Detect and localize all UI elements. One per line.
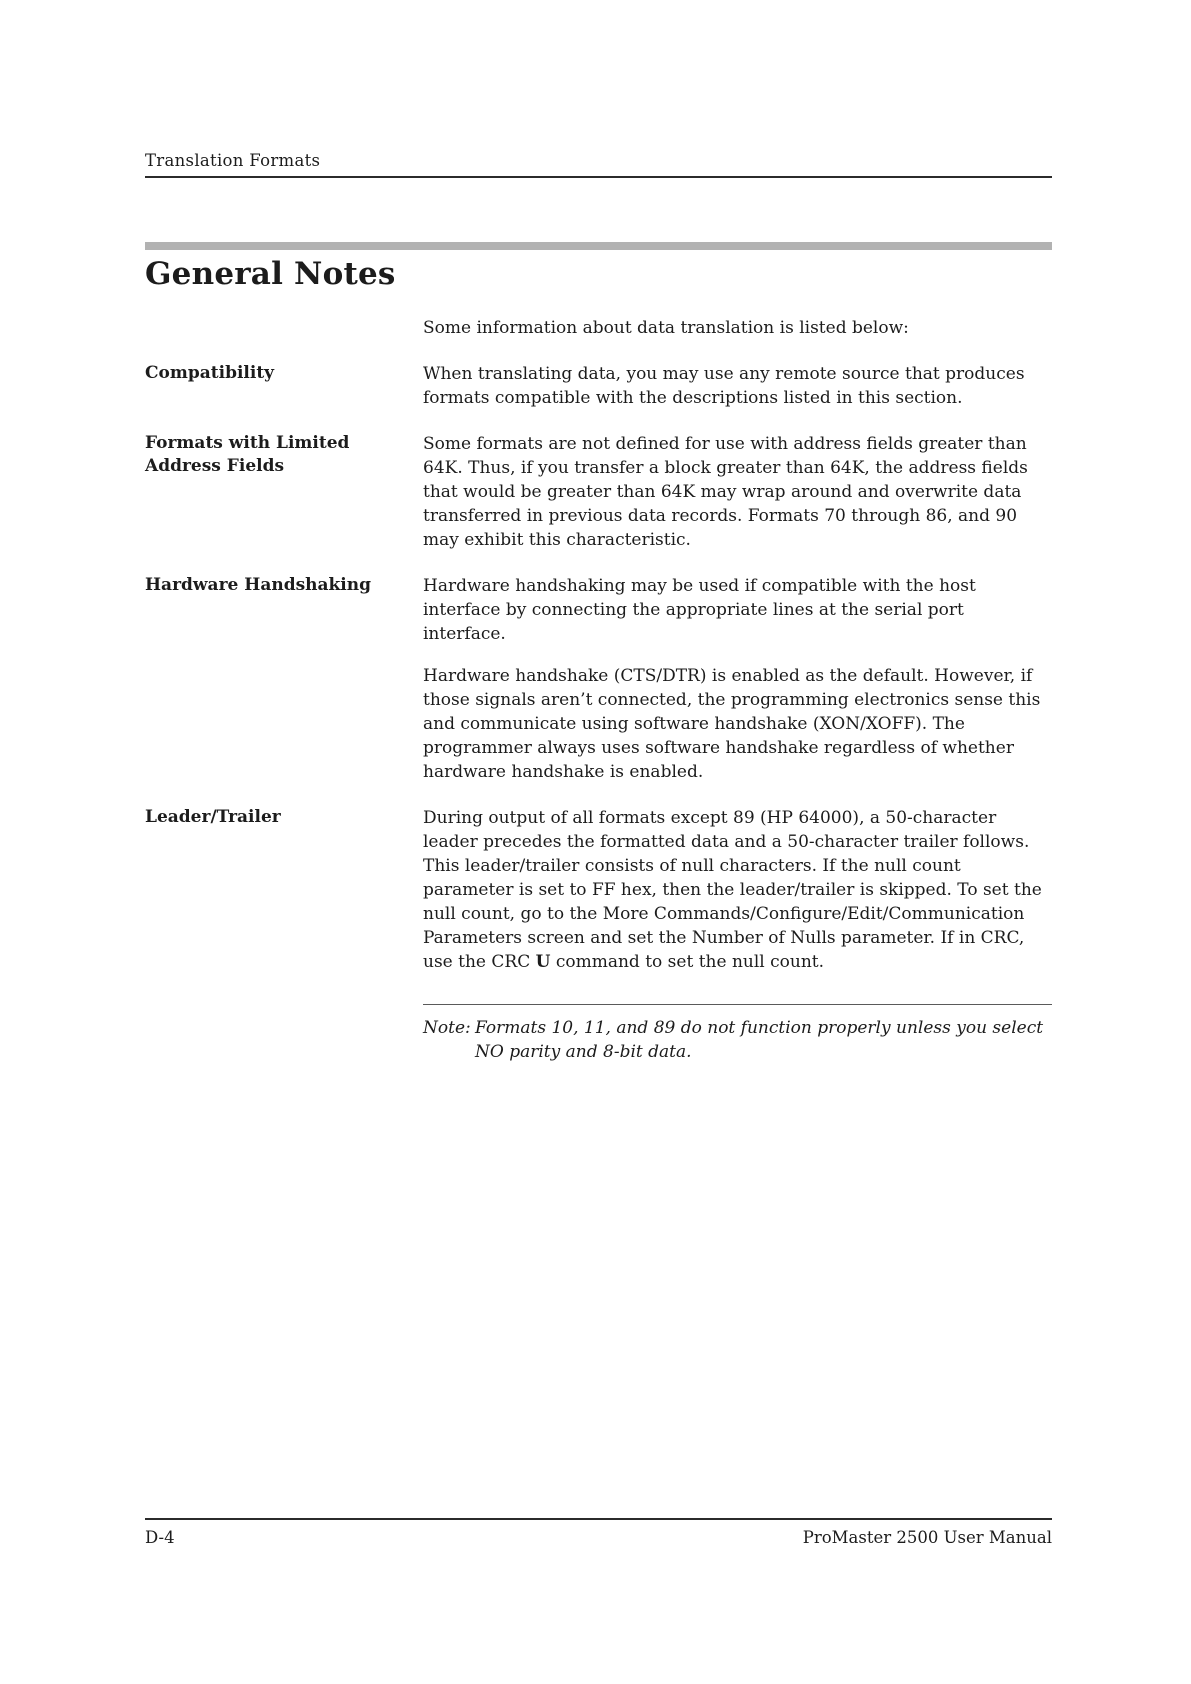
page-title: General Notes [145, 256, 396, 292]
intro-row [145, 316, 1052, 340]
section-divider-bar [145, 242, 1052, 250]
note-body [423, 1016, 1052, 1064]
paragraph: Hardware handshaking may be used if compatible with the host interface by connecting the appropriate lines at the serial port interface. [423, 576, 976, 644]
running-header-text: Translation Formats [145, 151, 321, 170]
note-block [423, 1004, 1052, 1064]
note-label: Note: [423, 1018, 471, 1038]
paragraph: Hardware handshake (CTS/DTR) is enabled as the default. However, if those signals aren’t connected, the programming electronics sense this and communicate using software handshake (XON/XOFF). The programmer always uses software handshake regardless of whether hardware handshake is enabled. [423, 666, 1041, 782]
section-row-compatibility [145, 362, 1052, 410]
footer-rule [145, 1518, 1052, 1520]
intro-label-spacer [145, 316, 423, 340]
paragraph-segment: command to set the null count. [550, 952, 825, 972]
section-label: Formats with Limited Address Fields [145, 433, 350, 476]
section-label: Leader/Trailer [145, 807, 281, 827]
section-body [423, 806, 1052, 974]
page-number: D-4 [145, 1528, 175, 1547]
section-label: Compatibility [145, 363, 275, 383]
paragraph-segment: During output of all formats except 89 (HP 64000), a 50-character leader precedes the formatted data and a 50-character trailer follows. This leader/trailer consists of null characters. If the null count parameter is set to FF hex, then the leader/trailer is skipped. To set the null count, go to the More Commands/Configure/Edit/Communication Parameters screen and set the Number of Nulls parameter. If in CRC, use the CRC [423, 808, 1042, 972]
paragraph: When translating data, you may use any remote source that produces formats compatible with the descriptions listed in this section. [423, 364, 1025, 408]
page-footer [145, 1518, 1052, 1548]
paragraph: Some formats are not defined for use with address fields greater than 64K. Thus, if you transfer a block greater than 64K, the address fields that would be greater than 64K may wrap around and overwrite data transferred in previous data records. Formats 70 through 86, and 90 may exhibit this characteristic. [423, 434, 1028, 550]
header-rule [145, 176, 1052, 178]
page-content [145, 0, 1052, 1064]
footer-line [145, 1528, 1052, 1548]
section-row-hardware-handshaking [145, 574, 1052, 784]
manual-title: ProMaster 2500 User Manual [802, 1528, 1052, 1547]
intro-text: Some information about data translation is listed below: [423, 318, 909, 338]
running-header [145, 150, 1052, 171]
note-rule [423, 1004, 1052, 1005]
section-row-limited-address [145, 432, 1052, 552]
intro-body [423, 316, 1052, 340]
section-body [423, 574, 1052, 784]
section-label: Hardware Handshaking [145, 575, 372, 595]
section-body [423, 432, 1052, 552]
paragraph [423, 806, 1052, 974]
paragraph-segment-bold: U [535, 952, 551, 972]
note-text: Formats 10, 11, and 89 do not function properly unless you select NO parity and 8-bit data. [475, 1018, 1044, 1062]
section-body [423, 362, 1052, 410]
section-row-leader-trailer [145, 806, 1052, 974]
